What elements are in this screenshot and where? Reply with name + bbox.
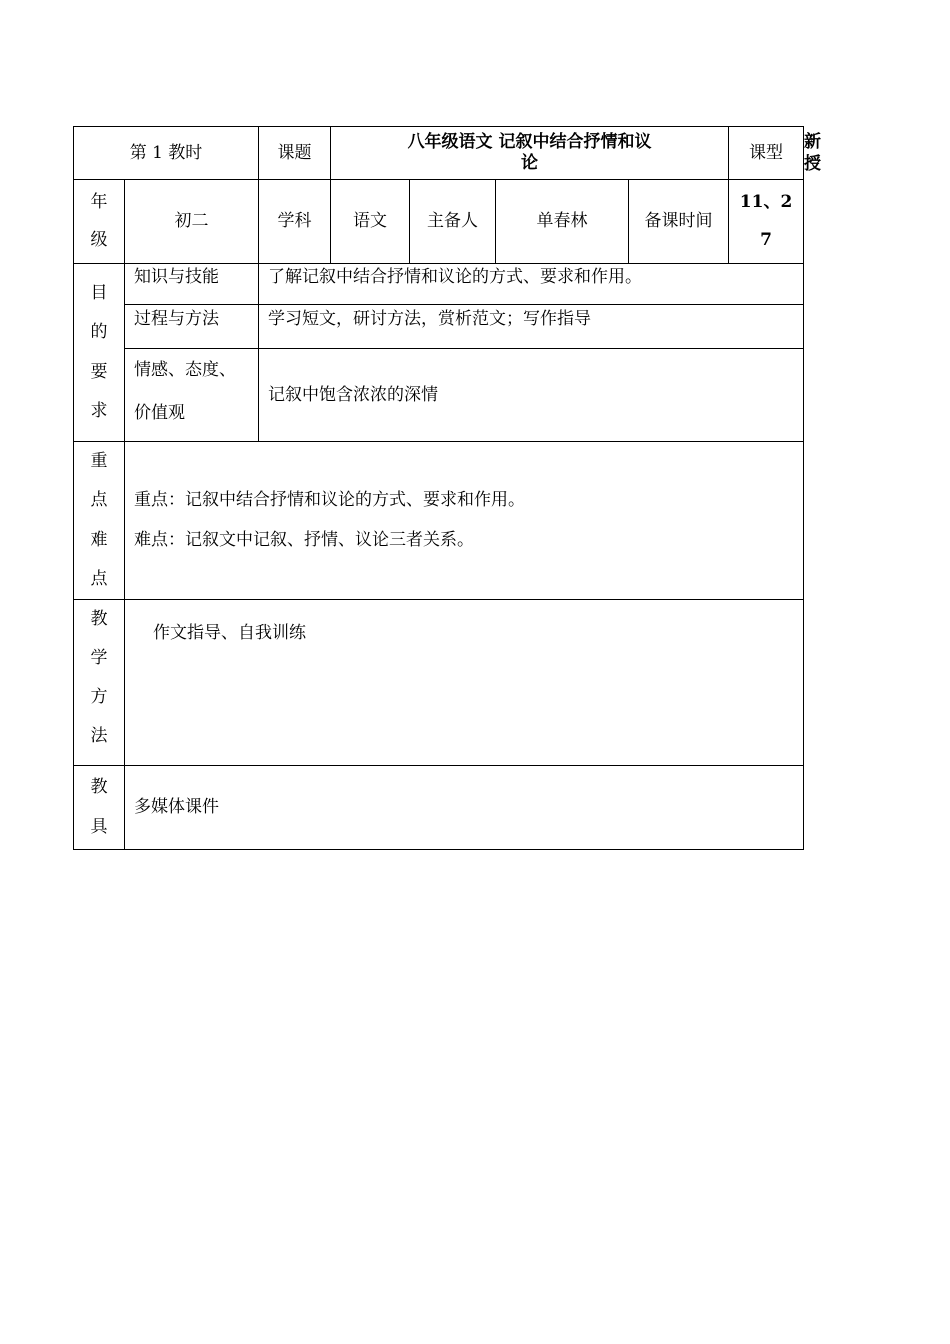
goals-label-char-2: 的: [90, 322, 108, 343]
tools-label-char-1: 教: [90, 777, 108, 798]
topic-label-cell: [259, 127, 331, 180]
goal-name-line-2: 价值观: [134, 402, 185, 423]
goal-content-cell: [259, 264, 804, 305]
course-type-label-cell: [729, 127, 804, 180]
method-content-cell: [125, 600, 804, 766]
subject-label-cell: [259, 180, 331, 264]
goal-row-attitude: [74, 349, 804, 442]
prep-time-value-cell: [729, 180, 804, 264]
topic-label: 课题: [277, 142, 312, 163]
goal-row-knowledge: [74, 264, 804, 305]
preparer-label: 主备人: [427, 211, 478, 232]
goal-content: 学习短文，研讨方法，赏析范文；写作指导: [268, 309, 591, 329]
key-points-label-char-3: 难: [90, 529, 108, 550]
preparer-value-cell: [496, 180, 629, 264]
difficult-point-text: 难点：记叙文中记叙、抒情、议论三者关系。: [134, 529, 474, 550]
course-type-label: 课型: [749, 142, 784, 163]
key-points-content-cell: [125, 442, 804, 600]
goal-row-process: [74, 305, 804, 349]
goal-name: 过程与方法: [134, 309, 219, 329]
goal-name-cell: [125, 264, 259, 305]
lesson-number-cell: [74, 127, 259, 180]
grade-label-char-2: 级: [90, 229, 108, 250]
goals-label-char-1: 目: [90, 283, 108, 304]
grade-value-cell: [125, 180, 259, 264]
subject-label: 学科: [277, 211, 312, 232]
topic-line-2: 论: [521, 153, 539, 173]
topic-line-1: 八年级语文 记叙中结合抒情和议: [407, 131, 652, 152]
goal-name-line-1: 情感、态度、: [134, 360, 236, 380]
prep-time-line-1: 11、2: [739, 192, 793, 213]
goal-content-cell: [259, 349, 804, 442]
tools-content-cell: [125, 766, 804, 850]
topic-value-cell: [331, 127, 729, 180]
course-type-value: 新授: [804, 131, 822, 174]
grade-label-cell: [74, 180, 125, 264]
prep-time-label: 备课时间: [644, 211, 713, 232]
subject-value-cell: [331, 180, 410, 264]
info-row: [74, 180, 804, 264]
method-label-char-2: 学: [90, 648, 108, 669]
method-content: 作文指导、自我训练: [153, 623, 306, 643]
preparer-label-cell: [410, 180, 496, 264]
method-row: [74, 600, 804, 766]
tools-row: [74, 766, 804, 850]
header-row: [74, 127, 804, 180]
goals-label-char-4: 求: [90, 400, 108, 421]
grade-label-char-1: 年: [90, 192, 108, 213]
method-label-cell: [74, 600, 125, 766]
key-points-label-char-4: 点: [90, 568, 108, 589]
grade-value: 初二: [174, 211, 209, 232]
goal-content: 了解记叙中结合抒情和议论的方式、要求和作用。: [268, 267, 642, 287]
prep-time-line-2: 7: [760, 229, 772, 250]
goal-content: 记叙中饱含浓浓的深情: [268, 384, 438, 405]
lesson-plan-table: [73, 126, 822, 850]
preparer-value: 单春林: [536, 211, 588, 232]
goal-name: 知识与技能: [134, 267, 219, 287]
tools-label-cell: [74, 766, 125, 850]
key-points-label-char-1: 重: [90, 451, 108, 472]
method-label-char-3: 方: [90, 687, 108, 708]
goals-label-cell: [74, 264, 125, 442]
key-point-text: 重点：记叙中结合抒情和议论的方式、要求和作用。: [134, 490, 525, 511]
tools-content: 多媒体课件: [134, 797, 219, 818]
goal-name-cell: [125, 305, 259, 349]
key-points-label-cell: [74, 442, 125, 600]
method-label-char-1: 教: [90, 609, 108, 629]
tools-label-char-2: 具: [90, 816, 108, 837]
goal-name-cell: [125, 349, 259, 442]
lesson-number: 第 1 教时: [129, 142, 203, 163]
method-label-char-4: 法: [90, 726, 108, 747]
subject-value: 语文: [353, 211, 387, 232]
goals-label-char-3: 要: [90, 361, 108, 382]
key-points-label-char-2: 点: [90, 490, 108, 511]
goal-content-cell: [259, 305, 804, 349]
prep-time-label-cell: [629, 180, 729, 264]
key-points-row: [74, 442, 804, 600]
